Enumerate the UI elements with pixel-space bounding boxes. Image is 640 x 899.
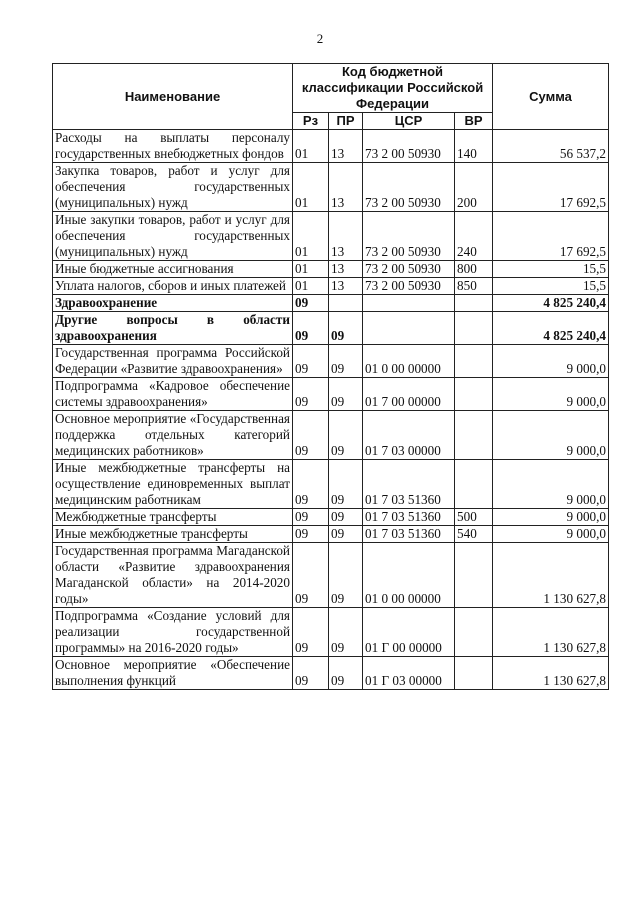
cell-rz: 09 xyxy=(293,543,329,608)
cell-rz: 09 xyxy=(293,295,329,312)
cell-pr: 13 xyxy=(329,163,363,212)
cell-name: Другие вопросы в области здравоохранения xyxy=(53,312,293,345)
cell-vr xyxy=(455,460,493,509)
cell-csr: 73 2 00 50930 xyxy=(363,278,455,295)
header-vr: ВР xyxy=(455,113,493,130)
table-row xyxy=(53,212,609,261)
cell-pr: 09 xyxy=(329,378,363,411)
table-row xyxy=(53,657,609,690)
cell-name: Уплата налогов, сборов и иных платежей xyxy=(53,278,293,295)
cell-name: Расходы на выплаты персоналу государственных внебюджетных фондов xyxy=(53,130,293,163)
cell-rz: 09 xyxy=(293,345,329,378)
cell-sum: 1 130 627,8 xyxy=(493,608,609,657)
cell-name: Государственная программа Магаданской области «Развитие здравоохранения Магаданской области» на 2014-2020 годы» xyxy=(53,543,293,608)
cell-rz: 09 xyxy=(293,460,329,509)
cell-name: Межбюджетные трансферты xyxy=(53,509,293,526)
cell-vr: 800 xyxy=(455,261,493,278)
cell-rz: 09 xyxy=(293,526,329,543)
cell-name: Иные бюджетные ассигнования xyxy=(53,261,293,278)
cell-rz: 01 xyxy=(293,130,329,163)
cell-pr: 09 xyxy=(329,460,363,509)
table-header xyxy=(53,64,609,130)
cell-vr xyxy=(455,543,493,608)
cell-csr: 01 0 00 00000 xyxy=(363,543,455,608)
cell-pr: 09 xyxy=(329,509,363,526)
page-number: 2 xyxy=(316,31,324,46)
cell-csr: 01 Г 00 00000 xyxy=(363,608,455,657)
header-sum: Сумма xyxy=(493,64,609,130)
cell-csr: 73 2 00 50930 xyxy=(363,261,455,278)
cell-name: Основное мероприятие «Обеспечение выполнения функций xyxy=(53,657,293,690)
cell-sum: 1 130 627,8 xyxy=(493,657,609,690)
cell-sum: 9 000,0 xyxy=(493,509,609,526)
cell-pr: 09 xyxy=(329,411,363,460)
cell-vr xyxy=(455,345,493,378)
cell-name: Иные закупки товаров, работ и услуг для обеспечения государственных (муниципальных) нужд xyxy=(53,212,293,261)
table-body xyxy=(53,130,609,690)
cell-name: Здравоохранение xyxy=(53,295,293,312)
cell-rz: 09 xyxy=(293,657,329,690)
cell-rz: 09 xyxy=(293,509,329,526)
table-row xyxy=(53,345,609,378)
cell-name: Иные межбюджетные трансферты xyxy=(53,526,293,543)
cell-name: Иные межбюджетные трансферты на осуществление единовременных выплат медицинским работникам xyxy=(53,460,293,509)
cell-name: Подпрограмма «Кадровое обеспечение системы здравоохранения» xyxy=(53,378,293,411)
cell-pr xyxy=(329,295,363,312)
cell-vr xyxy=(455,295,493,312)
cell-name: Государственная программа Российской Федерации «Развитие здравоохранения» xyxy=(53,345,293,378)
header-pr: ПР xyxy=(329,113,363,130)
cell-csr xyxy=(363,295,455,312)
cell-vr: 500 xyxy=(455,509,493,526)
table-row xyxy=(53,378,609,411)
table-row xyxy=(53,163,609,212)
table-row xyxy=(53,261,609,278)
cell-vr: 850 xyxy=(455,278,493,295)
cell-pr: 09 xyxy=(329,312,363,345)
cell-sum: 56 537,2 xyxy=(493,130,609,163)
cell-vr xyxy=(455,657,493,690)
cell-rz: 01 xyxy=(293,261,329,278)
table-row xyxy=(53,526,609,543)
cell-name: Закупка товаров, работ и услуг для обеспечения государственных (муниципальных) нужд xyxy=(53,163,293,212)
cell-vr xyxy=(455,378,493,411)
cell-name: Основное мероприятие «Государственная поддержка отдельных категорий медицинских работников» xyxy=(53,411,293,460)
table-row xyxy=(53,411,609,460)
cell-sum: 17 692,5 xyxy=(493,163,609,212)
cell-vr xyxy=(455,411,493,460)
cell-vr: 540 xyxy=(455,526,493,543)
table-row xyxy=(53,608,609,657)
table-row xyxy=(53,130,609,163)
cell-vr: 240 xyxy=(455,212,493,261)
header-csr: ЦСР xyxy=(363,113,455,130)
cell-sum: 1 130 627,8 xyxy=(493,543,609,608)
cell-sum: 9 000,0 xyxy=(493,378,609,411)
cell-csr: 73 2 00 50930 xyxy=(363,130,455,163)
cell-name: Подпрограмма «Создание условий для реализации государственной программы» на 2016-2020 годы» xyxy=(53,608,293,657)
cell-pr: 09 xyxy=(329,345,363,378)
cell-pr: 09 xyxy=(329,543,363,608)
table-row xyxy=(53,543,609,608)
table-row xyxy=(53,460,609,509)
cell-vr: 200 xyxy=(455,163,493,212)
cell-sum: 9 000,0 xyxy=(493,460,609,509)
budget-table xyxy=(52,63,609,690)
table-row xyxy=(53,278,609,295)
cell-csr: 01 7 03 51360 xyxy=(363,460,455,509)
cell-csr: 01 Г 03 00000 xyxy=(363,657,455,690)
cell-sum: 9 000,0 xyxy=(493,411,609,460)
cell-pr: 13 xyxy=(329,261,363,278)
cell-sum: 15,5 xyxy=(493,261,609,278)
cell-rz: 09 xyxy=(293,378,329,411)
cell-sum: 4 825 240,4 xyxy=(493,295,609,312)
cell-rz: 09 xyxy=(293,312,329,345)
cell-sum: 9 000,0 xyxy=(493,345,609,378)
cell-pr: 13 xyxy=(329,130,363,163)
cell-rz: 01 xyxy=(293,212,329,261)
cell-pr: 09 xyxy=(329,526,363,543)
cell-pr: 09 xyxy=(329,608,363,657)
cell-vr xyxy=(455,312,493,345)
cell-csr: 01 0 00 00000 xyxy=(363,345,455,378)
cell-vr xyxy=(455,608,493,657)
cell-rz: 01 xyxy=(293,163,329,212)
cell-pr: 13 xyxy=(329,278,363,295)
cell-csr: 73 2 00 50930 xyxy=(363,212,455,261)
header-code-group: Код бюджетной классификации Российской Федерации xyxy=(293,64,493,113)
header-name: Наименование xyxy=(53,64,293,130)
cell-rz: 09 xyxy=(293,411,329,460)
cell-sum: 4 825 240,4 xyxy=(493,312,609,345)
cell-sum: 15,5 xyxy=(493,278,609,295)
cell-vr: 140 xyxy=(455,130,493,163)
cell-pr: 09 xyxy=(329,657,363,690)
cell-sum: 9 000,0 xyxy=(493,526,609,543)
table-row xyxy=(53,509,609,526)
cell-csr: 01 7 03 51360 xyxy=(363,526,455,543)
cell-sum: 17 692,5 xyxy=(493,212,609,261)
header-rz: Рз xyxy=(293,113,329,130)
cell-csr: 01 7 00 00000 xyxy=(363,378,455,411)
cell-csr: 01 7 03 00000 xyxy=(363,411,455,460)
table-row xyxy=(53,295,609,312)
cell-csr: 01 7 03 51360 xyxy=(363,509,455,526)
cell-csr: 73 2 00 50930 xyxy=(363,163,455,212)
cell-pr: 13 xyxy=(329,212,363,261)
cell-rz: 01 xyxy=(293,278,329,295)
cell-csr xyxy=(363,312,455,345)
table-row xyxy=(53,312,609,345)
cell-rz: 09 xyxy=(293,608,329,657)
